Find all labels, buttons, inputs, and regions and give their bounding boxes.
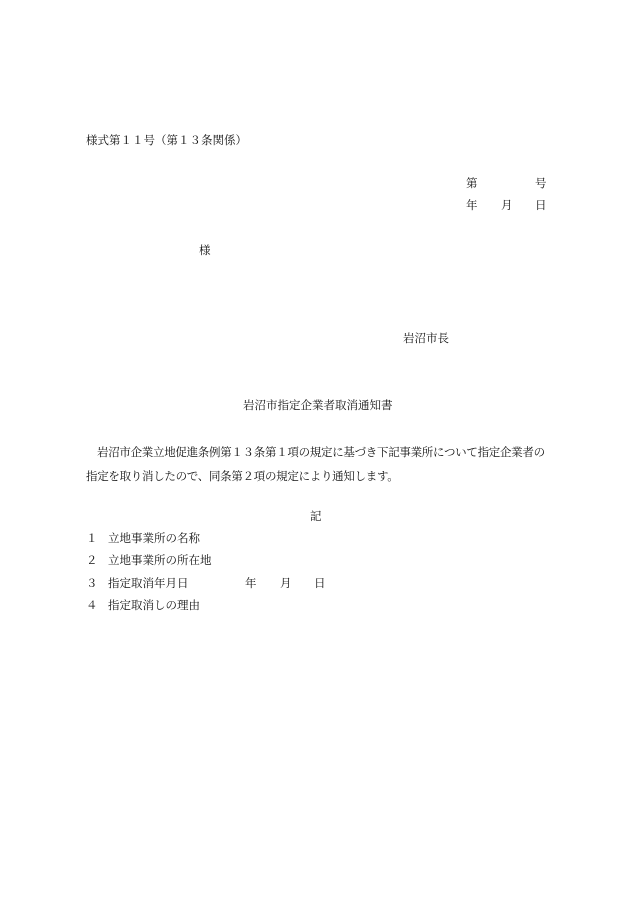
list-item <box>86 578 189 590</box>
list-item <box>86 533 200 545</box>
list-item <box>86 600 200 612</box>
date-year-label: 年 <box>466 198 478 212</box>
ki-heading: 記 <box>310 509 322 523</box>
item-number: ３ <box>86 576 98 590</box>
list-item <box>86 555 212 567</box>
cancel-date-year-label: 年 <box>245 576 257 590</box>
item-label: 指定取消年月日 <box>108 576 189 590</box>
item-number: ４ <box>86 598 98 612</box>
cancel-date-day-label: 日 <box>314 576 326 590</box>
addressee-honorific: 様 <box>199 243 211 257</box>
item-number: １ <box>86 531 98 545</box>
doc-number-suffix: 号 <box>535 176 547 190</box>
item-label: 立地事業所の名称 <box>108 531 200 545</box>
document-title: 岩沼市指定企業者取消通知書 <box>243 398 393 412</box>
issuer-name: 岩沼市長 <box>403 331 449 345</box>
item-label: 立地事業所の所在地 <box>108 553 212 567</box>
notice-body: 岩沼市企業立地促進条例第１３条第１項の規定に基づき下記事業所について指定企業者の指定を取り消したので、同条第２項の規定により通知します。 <box>86 445 545 483</box>
date-month-label: 月 <box>501 198 513 212</box>
item-number: ２ <box>86 553 98 567</box>
item-label: 指定取消しの理由 <box>108 598 200 612</box>
form-number: 様式第１１号（第１３条関係） <box>86 133 247 147</box>
cancel-date-month-label: 月 <box>280 576 292 590</box>
date-day-label: 日 <box>535 198 547 212</box>
doc-number-prefix: 第 <box>466 176 478 190</box>
